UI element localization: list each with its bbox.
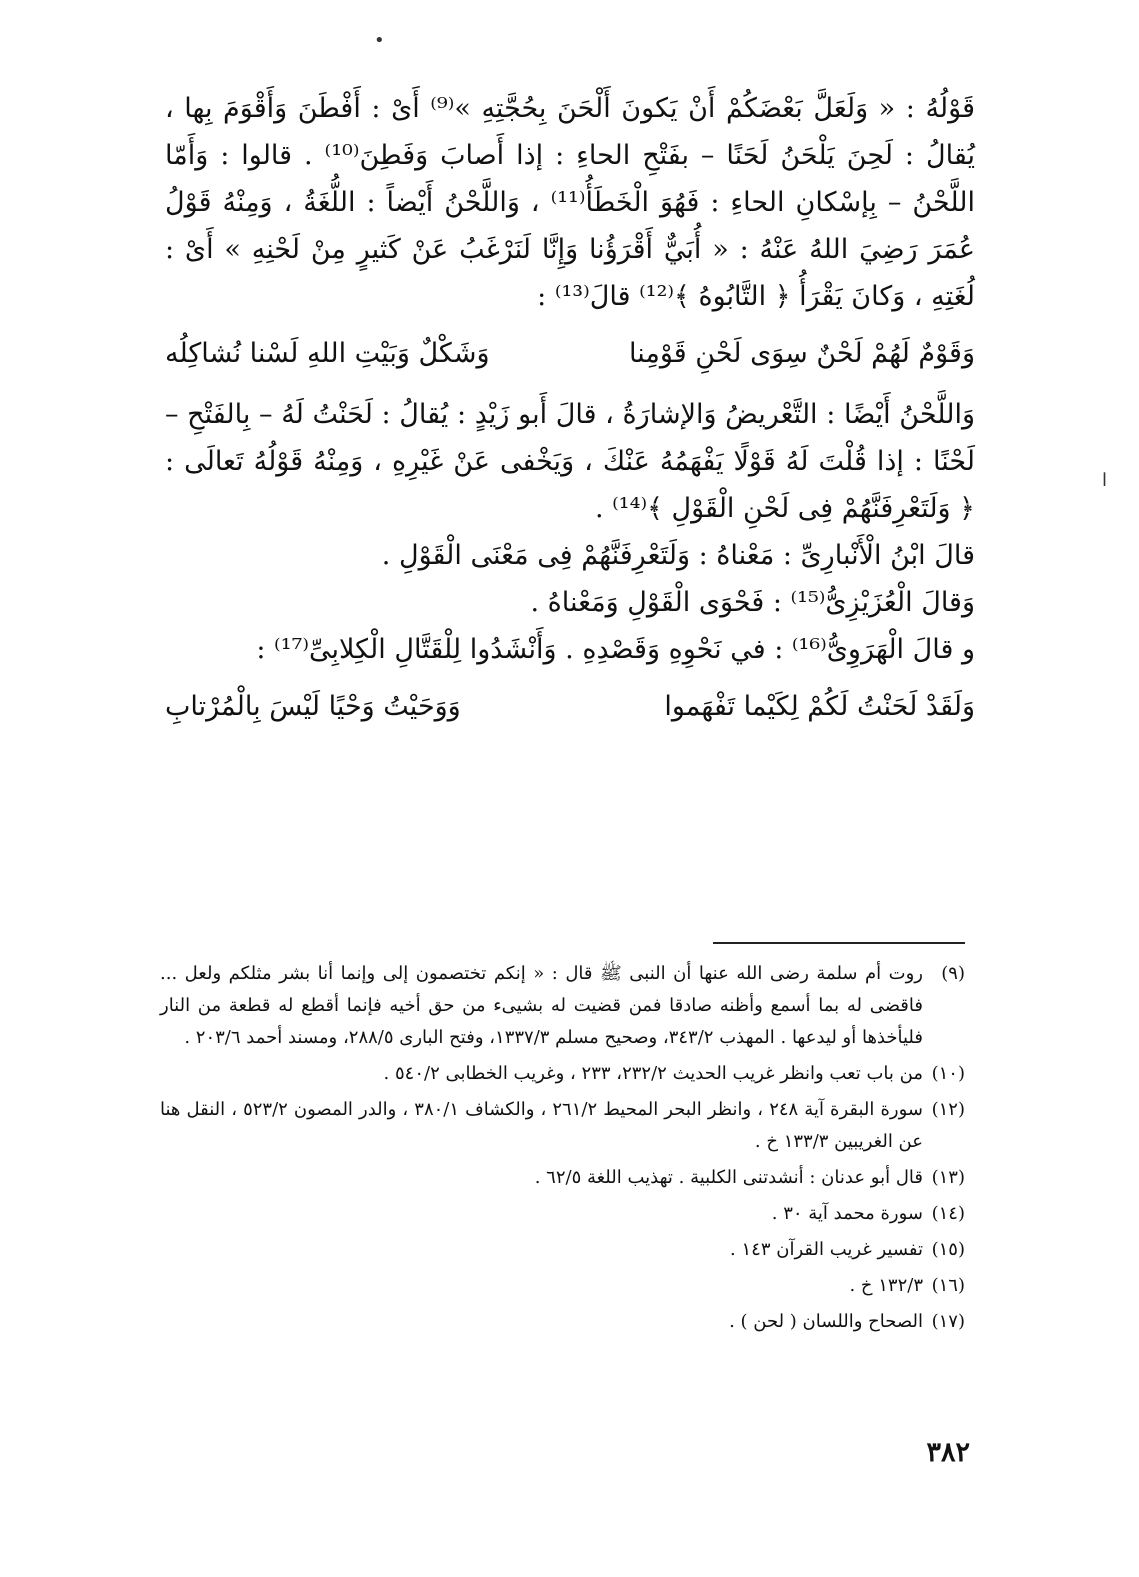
margin-mark: ا — [1102, 470, 1108, 491]
main-text — [165, 85, 975, 744]
verse-2-second-hemistich: وَوَحَيْتُ وَحْيًا لَيْسَ بِالْمُرْتابِ — [165, 691, 461, 722]
footnote-number: (١٠) — [931, 1063, 965, 1084]
footnote — [160, 1306, 965, 1338]
footnote — [160, 1058, 965, 1090]
verse-1 — [165, 330, 975, 377]
footnote-number: (١٧) — [931, 1311, 965, 1332]
scan-speck: • — [374, 30, 385, 51]
line-al-harawi: و قالَ الْهَرَوِىُّ⁽¹⁶⁾ : في نَحْوِهِ وَقَصْدِهِ . وَأَنْشَدُوا لِلْقَتَّالِ الْكِلابِىِّ⁽¹⁷⁾ : — [256, 634, 975, 665]
footnote — [160, 958, 965, 1054]
footnotes — [160, 958, 965, 1342]
footnote-number: (١٣) — [931, 1167, 965, 1188]
footnote-number: (١٥) — [931, 1239, 965, 1260]
footnote-text: ١٣٢/٣ خ . — [849, 1275, 923, 1296]
footnote-text: الصحاح واللسان ( لحن ) . — [729, 1311, 923, 1332]
footnote — [160, 1234, 965, 1266]
footnote-number: (١٦) — [931, 1275, 965, 1296]
line-al-uzayzi: وَقالَ الْعُزَيْزِىُّ⁽¹⁵⁾ : فَحْوَى الْقَوْلِ وَمَعْناهُ . — [530, 587, 975, 618]
footnote — [160, 1162, 965, 1194]
paragraph-lahn-definition: قَوْلُهُ : « وَلَعَلَّ بَعْضَكُمْ أَنْ يَكونَ أَلْحَنَ بِحُجَّتِهِ »⁽⁹⁾ أَىْ : أَفْطَنَ وَأَقْوَمَ بِها ، يُقالُ : لَحِنَ يَلْحَنُ لَحَنًا – بفَتْحِ الحاءِ : إذا أَصابَ وَفَطِنَ⁽¹⁰⁾ . قالوا : وَأَمّا اللَّحْنُ – بِإسْكانِ الحاءِ : فَهُوَ الْخَطَأُ⁽¹¹⁾ ، وَاللَّحْنُ أَيْضاً : اللُّغَةُ ، وَمِنْهُ قَوْلُ عُمَرَ رَضِيَ اللهُ عَنْهُ : « أُبَيٌّ أَقْرَؤُنا وَإِنَّا لَنَرْغَبُ عَنْ كَثيرٍ مِنْ لَحْنِهِ » أَىْ : لُغَتِهِ ، وَكانَ يَقْرَأُ ﴿ التَّابُوهُ ﴾⁽¹²⁾ قالَ⁽¹³⁾ : — [165, 93, 976, 312]
footnote-text: من باب تعب وانظر غريب الحديث ٢٣٢/٢، ٢٣٣ ، وغريب الخطابى ٥٤٠/٢ . — [383, 1063, 923, 1084]
footnote-separator — [713, 942, 965, 944]
page-number: ٣٨٢ — [926, 1437, 970, 1468]
footnote-text: روت أم سلمة رضى الله عنها أن النبى ﷺ قال : « إنكم تختصمون إلى وإنما أنا بشر مثلكم ولعل ... فاقضى له بما أسمع وأظنه صادقا فمن قضيت له بشيىء من حق أخيه فإنما أقطع له قطعة من النار فليأخذها أو ليدعها . المهذب ٣٤٣/٢، وصحيح مسلم ١٣٣٧/٣، وفتح البارى ٢٨٨/٥، ومسند أحمد ٢٠٣/٦ . — [160, 963, 923, 1048]
paragraph-lahn-allusion: وَاللَّحْنُ أَيْضًا : التَّعْريضُ وَالإشارَةُ ، قالَ أَبو زَيْدٍ : يُقالُ : لَحَنْتُ لَهُ – بِالفَتْحِ – لَحْنًا : إذا قُلْتَ لَهُ قَوْلًا يَفْهَمُهُ عَنْكَ ، وَيَخْفى عَنْ غَيْرِهِ ، وَمِنْهُ قَوْلُهُ تَعالَى : ﴿ وَلَتَعْرِفَنَّهُمْ فِى لَحْنِ الْقَوْلِ ﴾⁽¹⁴⁾ . — [165, 399, 975, 524]
verse-2-first-hemistich: وَلَقَدْ لَحَنْتُ لَكُمْ لِكَيْما تَفْهَموا — [664, 691, 975, 722]
verse-1-second-hemistich: وَشَكْلٌ وَبَيْتِ اللهِ لَسْنا نُشاكِلُه — [165, 338, 490, 369]
footnote — [160, 1094, 965, 1158]
footnote-text: سورة محمد آية ٣٠ . — [771, 1203, 923, 1224]
footnote-text: سورة البقرة آية ٢٤٨ ، وانظر البحر المحيط ٢٦١/٢ ، والكشاف ٣٨٠/١ ، والدر المصون ٥٢٣/٢ ، النقل هنا عن الغريبين ١٣٣/٣ خ . — [160, 1099, 923, 1152]
verse-1-first-hemistich: وَقَوْمٌ لَهُمْ لَحْنٌ سِوَى لَحْنِ قَوْمِنا — [629, 338, 975, 369]
footnote — [160, 1270, 965, 1302]
footnote-text: تفسير غريب القرآن ١٤٣ . — [730, 1239, 923, 1260]
footnote-text: قال أبو عدنان : أنشدتنى الكلبية . تهذيب اللغة ٦٢/٥ . — [534, 1167, 923, 1188]
line-ibn-al-anbari: قالَ ابْنُ الْأَنْبارِىِّ : مَعْناهُ : وَلَتَعْرِفَنَّهُمْ فِى مَعْنَى الْقَوْلِ . — [381, 540, 975, 571]
verse-2 — [165, 683, 975, 730]
footnote — [160, 1198, 965, 1230]
footnote-number: (٩) — [941, 963, 965, 984]
footnote-number: (١٤) — [931, 1203, 965, 1224]
footnote-number: (١٢) — [931, 1099, 965, 1120]
